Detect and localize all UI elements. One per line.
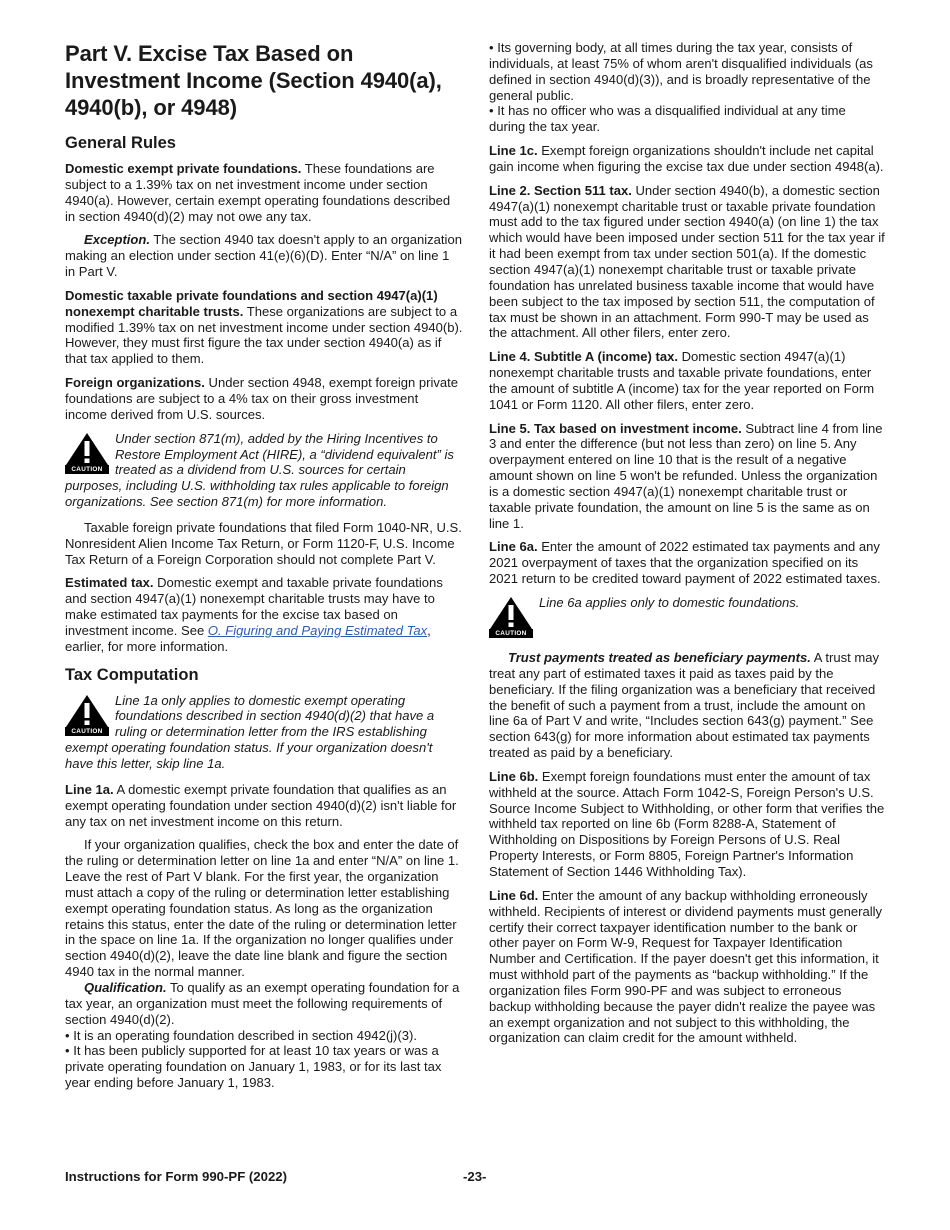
list-item: • Its governing body, at all times during the tax year, consists of individuals, at least 75% of whom aren't disqualified individuals (as defined in section 4940(d)(3)), and is broadly representative of the general public. [489, 40, 873, 103]
run-in-heading: Line 6b. [489, 768, 539, 784]
run-in-heading: Domestic exempt private foundations. [65, 161, 302, 176]
caution-text: Under section 871(m), added by the Hiring Incentives to Restore Employment Act (HIRE), a “dividend equivalent” is treated as a dividend from U.S. sources for certain purposes, including U.S. withholding tax rules applicable to foreign organizations. See section 871(m) for more information. [65, 430, 454, 510]
caution-icon: CAUTION [65, 432, 111, 476]
list-item: • It has been publicly supported for at least 10 tax years or was a private operating foundation on January 1, 1983, or for its last tax year ending before January 1, 1983. [65, 1043, 442, 1091]
run-in-heading: Line 6a. [489, 539, 538, 555]
run-in-heading: Line 2. Section 511 tax. [489, 182, 632, 198]
left-column [65, 40, 463, 1091]
caution-icon: CAUTION [65, 694, 111, 738]
caution-note [489, 595, 885, 640]
run-in-heading: Line 1c. [489, 143, 538, 159]
run-in-heading: Line 6d. [489, 887, 539, 903]
domestic-exempt-paragraph: Domestic exempt private foundations. These foundations are subject to a 1.39% tax on net investment income under section 4940(a). However, certain exempt operating foundations described in section 4940(d)(2) may not owe any tax. [65, 161, 451, 224]
qualification-paragraph: Qualification. To qualify as an exempt operating foundation for a tax year, an organization must meet the following requirements of section 4940(d)(2). [65, 979, 460, 1027]
line-5-paragraph: Line 5. Tax based on investment income. Subtract line 4 from line 3 and enter the difference (but not less than zero) on line 5. Any overpayment entered on line 10 that is the result of a negative amount shown on line 5 won't be refunded. Unless the organization is a domestic section 4947(a)(1) nonexempt charitable trust or taxable private foundation, the amount on line 5 is the same as on line 1. [489, 420, 883, 531]
run-in-heading: Exception. [84, 232, 150, 248]
trust-payments-paragraph: Trust payments treated as beneficiary payments. A trust may treat any part of estimated taxes it paid as taxes paid by the beneficiary. If the filing organization was a beneficiary that received the benefit of such a payment from a trust, include the amount on line 6a of Part V and write, “Includes section 643(g) payment.” See section 643(g) for more information about estimated tax payments treated as paid by a beneficiary. [489, 650, 880, 761]
line-1c-paragraph: Line 1c. Exempt foreign organizations shouldn't include net capital gain income when figuring the excise tax due under section 4948(a). [489, 143, 884, 174]
list-item: • It is an operating foundation described in section 4942(j)(3). [65, 1027, 417, 1043]
domestic-taxable-paragraph: Domestic taxable private foundations and section 4947(a)(1) nonexempt charitable trusts. These organizations are subject to a modified 1.39% tax on net investment income under section 4940(b). However, they must first figure the tax under section 4940(a) as if that tax applied to them. [65, 287, 463, 367]
run-in-heading: Trust payments treated as beneficiary payments. [508, 650, 811, 665]
estimated-tax-paragraph: Estimated tax. Domestic exempt and taxable private foundations and section 4947(a)(1) nonexempt charitable trusts may have to make estimated tax payments for the excise tax based on investment income. See O. Figuring and Paying Estimated Tax, earlier, for more information. [65, 575, 443, 654]
line-6d-paragraph: Line 6d. Enter the amount of any backup withholding erroneously withheld. Recipients of interest or dividend payments must generally certify their correct taxpayer identification number to the bank or other payer on Form W-9, Request for Taxpayer Identification Number and Certification. If the payer doesn't get this information, it must withhold part of the payments as “backup withholding.” If the organization files Form 990-PF and was subject to erroneous backup withholding because the payer didn't realize the payee was an exempt organization and not subject to this withholding, the organization can claim credit for the amount withheld. [489, 887, 883, 1046]
footer-page-number: -23- [463, 1169, 487, 1184]
line-1a-paragraph: Line 1a. A domestic exempt private foundation that qualifies as an exempt operating foundation under section 4940(d)(2) isn't liable for any tax on net investment income on this return. [65, 781, 457, 829]
caution-icon: CAUTION [489, 596, 535, 640]
general-rules-heading: General Rules [65, 134, 176, 152]
line-4-paragraph: Line 4. Subtitle A (income) tax. Domestic section 4947(a)(1) nonexempt charitable trusts and taxable private foundations, enter the amount of subtitle A (income) tax for the year reported on Form 1041 or Form 1120. All other filers, enter zero. [489, 349, 875, 412]
list-item: • It has no officer who was a disqualified individual at any time during the tax year. [489, 103, 846, 135]
foreign-organizations-paragraph: Foreign organizations. Under section 4948, exempt foreign private foundations are subject to a 4% tax on their gross investment income derived from U.S. sources. [65, 375, 459, 422]
part-v-title: Part V. Excise Tax Based on Investment Income (Section 4940(a), 4940(b), or 4948) [65, 41, 442, 120]
exception-paragraph: Exception. The section 4940 tax doesn't apply to an organization making an election under section 41(e)(6)(D). Enter “N/A” on line 1 in Part V. [65, 232, 462, 280]
caution-text: Line 1a only applies to domestic exempt operating foundations described in section 4940(d)(2) that have a ruling or determination letter from the IRS establishing exempt operating foundation status. If your organization doesn't have this letter, skip line 1a. [65, 692, 435, 771]
caution-note [65, 431, 463, 510]
tax-computation-heading: Tax Computation [65, 665, 199, 684]
right-column [489, 40, 885, 1054]
run-in-heading: Line 1a. [65, 781, 114, 797]
line-2-paragraph: Line 2. Section 511 tax. Under section 4940(b), a domestic section 4947(a)(1) nonexempt charitable trust or taxable private foundation must add to the tax figured under section 4940(a) (on line 1) the tax which would have been imposed under section 511 for the tax year if it had been exempt from tax under section 501(a). If the domestic section 4947(a)(1) nonexempt charitable trust or taxable private foundation has unrelated business taxable income that would have been subject to the tax imposed by section 511, the computation of tax must be shown in an attachment. Form 990-T may be used as the attachment. All other filers, enter zero. [489, 182, 885, 341]
run-in-heading: Domestic taxable private foundations and section 4947(a)(1) nonexempt charitable trusts. [65, 287, 438, 319]
taxable-foreign-paragraph: Taxable foreign private foundations that filed Form 1040-NR, U.S. Nonresident Alien Income Tax Return, or Form 1120-F, U.S. Income Tax Return of a Foreign Corporation should not complete Part V. [65, 519, 462, 567]
run-in-heading: Estimated tax. [65, 575, 154, 591]
line-6b-paragraph: Line 6b. Exempt foreign foundations must enter the amount of tax withheld at the source. Attach Form 1042-S, Foreign Person's U.S. Source Income Subject to Withholding, or other form that verifies the withheld tax reported on line 6b (Form 8288-A, Statement of Withholding on Dispositions by Foreign Persons of U.S. Real Property Interests, or Form 8805, Foreign Partner's Information Statement of Section 1446 Withholding Tax). [489, 768, 885, 879]
line-6a-paragraph: Line 6a. Enter the amount of 2022 estimated tax payments and any 2021 overpayment of taxes that the organization specified on its 2021 return to be credited toward payment of 2022 estimated taxes. [489, 539, 881, 587]
run-in-heading: Foreign organizations. [65, 375, 205, 391]
qualifies-paragraph: If your organization qualifies, check the box and enter the date of the ruling or determination letter on line 1a and enter “N/A” on line 1. Leave the rest of Part V blank. For the first year, the organization must attach a copy of the ruling or determination letter establishing exempt operating foundation status. As long as the organization retains this status, enter the date of the ruling or determination letter in the space on line 1a. If the organization no longer qualifies under section 4940(d)(2), leave the date line blank and figure the section 4940 tax in the normal manner. [65, 837, 459, 980]
footer-form-title: Instructions for Form 990-PF (2022) [65, 1169, 288, 1184]
run-in-heading: Line 4. Subtitle A (income) tax. [489, 349, 678, 365]
run-in-heading: Qualification. [84, 979, 167, 995]
caution-note [65, 693, 463, 772]
estimated-tax-link[interactable]: O. Figuring and Paying Estimated Tax [207, 622, 428, 638]
caution-text: Line 6a applies only to domestic foundations. [539, 595, 800, 610]
run-in-heading: Line 5. Tax based on investment income. [489, 420, 742, 436]
